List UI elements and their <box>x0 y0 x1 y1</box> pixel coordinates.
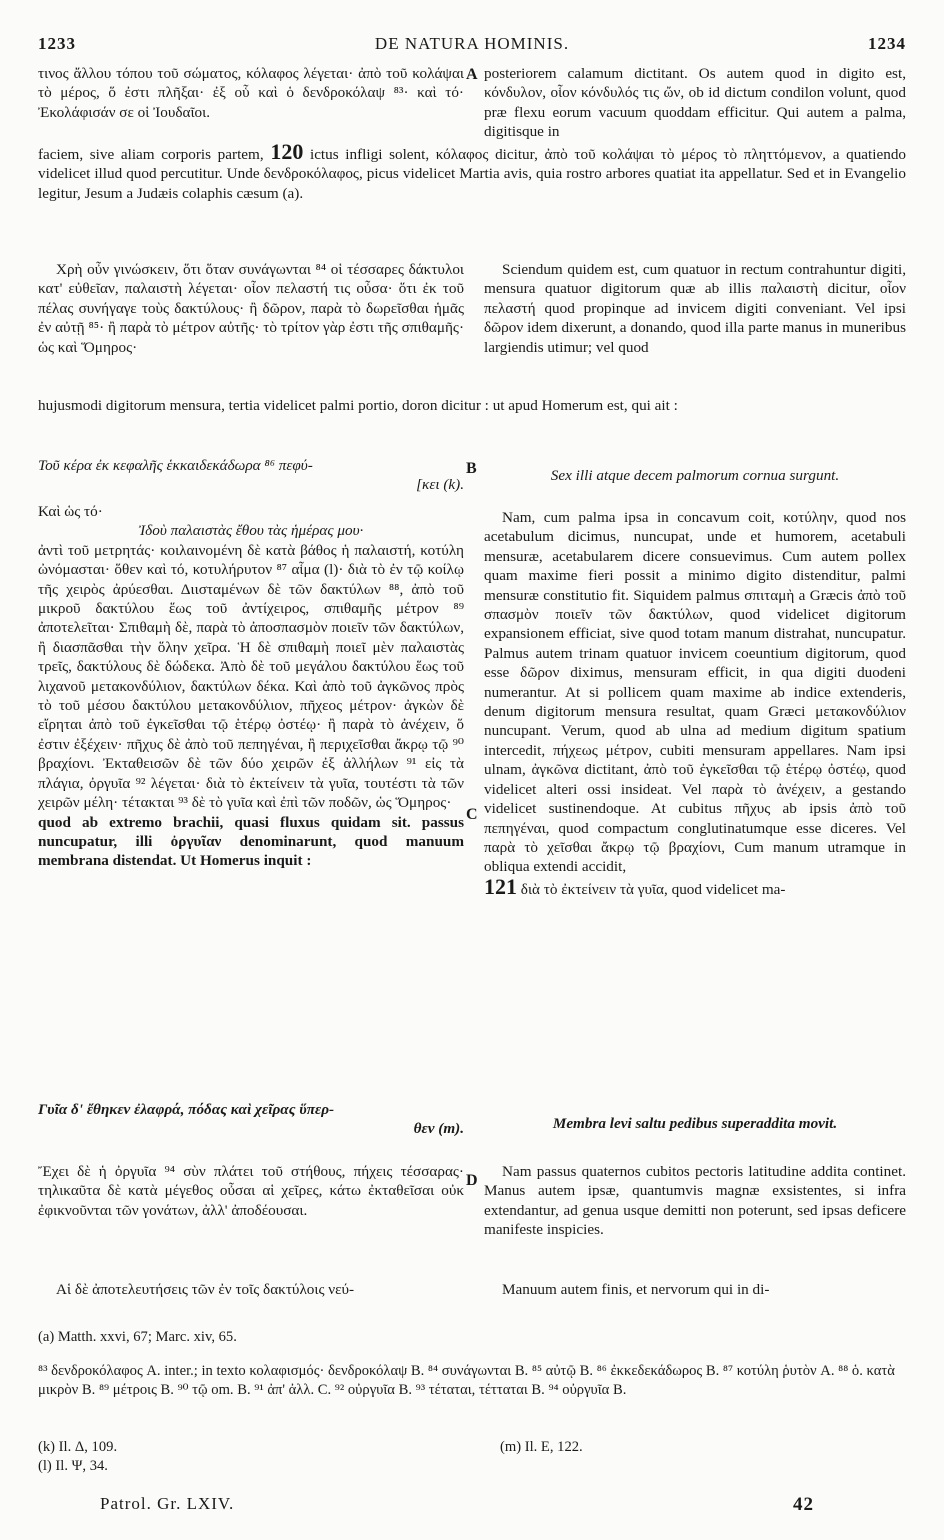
running-header <box>38 34 906 58</box>
psalm-quote: Ἰδοὺ παλαιστὰς ἔθου τὰς ἡμέρας μου· <box>138 522 364 540</box>
latin-text: ictus infligi solent, κόλαφος dicitur, ἀπὸ τοῦ κολάψαι τὸ μέρος τὸ πληττόμενον, a quatiendo videlicet illud quod percutitur. Unde δενδροκόλαφος, picus videlicet Martia avis, quia rostro arbores quatiat ita appellatur. Sed et in Evangelio legitur, Jesum a Judæis colaphis cæsum (a). <box>38 146 907 202</box>
latin-text: faciem, sive aliam corporis partem, <box>38 146 264 163</box>
greek-text: Χρὴ οὖν γινώσκειν, ὅτι ὅταν συνάγωνται ⁸⁴ οἱ τέσσαρες δάκτυλοι κατ' εὐθεῖαν, παλαιστὴ λέγεται· οἷον πελαστή τις οὖσα· ὅτι ἐκ τοῦ πέλας συνήγαγε τοὺς δακτύλους· ἢ δῶρον, παρὰ τὸ δωρεῖσθαι ἡμᾶς ἐν αὐτῇ ⁸⁵· ἢ παρὰ τὸ μέτρον αὐτῆς· τὸ τρίτον γὰρ ἐστι τῆς σπιθαμῆς· ὡς καὶ Ὅμηρος· <box>38 261 464 356</box>
footnote-text: (m) Il. E, 122. <box>500 1439 583 1455</box>
latin-column-p4 <box>484 1162 906 1240</box>
latin-column-p3 <box>484 508 906 899</box>
latin-text: posteriorem calamum dictitant. Os autem quod in digito est, κόνδυλον, οἷον κόνδυλός τις ὤν, ob id dictum condilon volunt, quod præ flexu eorum vacuum quoddam efficitur. Qui autem a palma, digitisque in <box>484 65 906 141</box>
full-width-paragraph-1 <box>38 139 907 203</box>
homer-quote-latin <box>484 466 906 485</box>
column-number-120: 120 <box>270 139 304 164</box>
greek-column-p1 <box>38 64 464 122</box>
greek-text: Αἱ δὲ ἀποτελευτήσεις τῶν ἐν τοῖς δακτύλοις νεύ- <box>56 1281 355 1298</box>
homer-quote-greek <box>38 456 464 495</box>
latin-column-p5 <box>484 1280 906 1299</box>
quote-line-continuation: [κει (k). <box>416 476 464 494</box>
margin-letter-b: B <box>466 460 477 477</box>
margin-letter-d: D <box>466 1172 478 1189</box>
latin-text: Nam, cum palma ipsa in concavum coit, κοτύλην, quod nos acetabulum dicimus, nuncupat, unde et humorem, acetabuli mensuræ, acetabularem dicere consuevimus. Cum autem pollex quam maxime fieri possit a minimo digito distenditur, palmi mensuræ constitutio fit. Siquidem palmus σπιταμὴ a Græcis ἀπὸ τοῦ σπασμὸν ποιεῖν τῶν δακτύλων, quod videlicet digitorum expansionem efficiat, sive quod totam manum distrahat, nuncupatur. Palmus autem trinam quatuor invicem coeuntium digitorum, quod esse δῶρον diximus, mensuram efficit, in qua digiti duodeni numerantur. At si pollicem quam maxime ab indice extenderis, denum digitorum mensura resultat, quam Græci μετακονδύλιον nuncupant. Verum, quod ab ulna ad medium digitum spatium intercedit, πήχεως μέτρον, cubiti mensuram appellares. Nam ipsi ulnam, ἀγκῶνα dictitant, ἀπὸ τοῦ ἐγκεῖσθαι τῷ ἑτέρῳ ὀστέῳ, quod videlicet alteri ossi insideat. Vel παρὰ τὸ ἀνέχειν, a gestando videlicet sustinendoque. At cubitus πῆχυς ab ipsis ἀπὸ τοῦ πεπηγέναι, quod compactum conglutinatumque esse diceres. Vel παρὰ τὸ χεῖσθαι ἄκρῳ τῷ βραχίονι, Cum manum utramque in obliqua extendi accidit, <box>484 509 906 876</box>
latin-column-p2 <box>484 260 906 357</box>
variant-readings <box>38 1362 906 1399</box>
homer-quote-2-latin <box>484 1114 906 1133</box>
greek-text: Ἔχει δὲ ἡ ὀργυῖα ⁹⁴ σὺν πλάτει τοῦ στήθους, πήχεις τέσσαρας· τηλικαῦτα δὲ κατὰ μέγεθος οὖσαι αἱ χεῖρες, κάτω ἐκταθεῖσαι οὐκ ἐφικνοῦνται τῶν γονάτων, ἀλλ' ἀποδέουσαι. <box>38 1163 464 1219</box>
footnote-k: (k) Il. Δ, 109. <box>38 1439 118 1455</box>
footnote-l: (l) Il. Ψ, 34. <box>38 1457 108 1474</box>
quote-line: Membra levi saltu pedibus superaddita movit. <box>552 1115 838 1132</box>
footnote-a <box>38 1328 906 1347</box>
greek-text: ἀντὶ τοῦ μετρητάς· κοιλαινομένη δὲ κατὰ βάθος ἡ παλαιστή, κοτύλη ὠνόμασται· ὅθεν καὶ τό, κοτυλήρυτον ⁸⁷ αἷμα (l)· διὰ τὸ ἐν τῷ κοίλῳ τῆς χειρὸς ἀρύεσθαι. Διισταμένων δὲ τῶν δακτύλων ⁸⁸, ἀπὸ τοῦ μικροῦ δακτύλου ἕως τοῦ ἀντίχειρος, σπιθαμῆς μέτρον ⁸⁹ ἀποτελεῖται· Σπιθαμὴ δὲ, παρὰ τὸ ἀποσπασμὸν ποιεῖν τῶν δακτύλων, ἢ διασπᾶσθαι τὴν ὅλην χεῖρα. Ἡ δὲ σπιθαμὴ ποιεῖ μὲν παλαιστὰς τρεῖς, δακτύλους δὲ δώδεκα. Ἀπὸ δὲ τοῦ μεγάλου δακτύλου ἕως τοῦ λιχανοῦ μετακονδύλιον, δακτύλων δέκα. Καὶ ἀπὸ τοῦ ἀγκῶνος πρὸς τὸ τοῦ μέσου δακτύλου μετακονδύλιον, πῆχεος μέτρον· ἀγκὼν δὲ εἴρηται ἀπὸ τοῦ ἐγκεῖσθαι τῷ ἑτέρῳ ὀστέῳ· ἢ παρὰ τὸ ἀνέχειν, ὅ ἐστιν ἐξέχειν· πῆχυς δὲ ἀπὸ τοῦ πεπηγέναι, ἢ περιχεῖσθαι ἄκρῳ τῷ ⁹⁰ βραχίονι. Ἐκταθεισῶν δὲ τῶν δύο χειρῶν ἐξ ἀλλήλων ⁹¹ εἰς τὰ πλάγια, ὀργυῖα ⁹² λέγεται· διὰ τὸ ἐκτείνειν τὰ γυῖα, τουτέστι τὰ τῶν χειρῶν μέλη· τέτακται ⁹³ δὲ τὸ γυῖα καὶ ἐπὶ τῶν ποδῶν, ὡς Ὅμηρος· <box>38 541 464 812</box>
margin-letter-a: A <box>466 66 478 83</box>
running-title: DE NATURA HOMINIS. <box>374 34 570 53</box>
latin-text: quod ab extremo brachii, quasi fluxus quidam sit. passus nuncupatur, illi ὀργυῖαν denominarunt, quod manuum membrana distendat. Ut Homerus inquit : <box>38 813 464 870</box>
footnote-m <box>500 1438 900 1457</box>
greek-column-p2 <box>38 260 464 357</box>
page-footer <box>100 1494 814 1520</box>
signature-number: 42 <box>793 1494 814 1515</box>
page-number-left: 1233 <box>38 34 76 53</box>
footnotes-k-l <box>38 1438 438 1475</box>
latin-text: Manuum autem finis, et nervorum qui in di- <box>502 1281 770 1298</box>
quote-line: Γυῖα δ' ἔθηκεν ἐλαφρά, πόδας καὶ χεῖρας ὕπερ- <box>38 1101 335 1118</box>
volume-label: Patrol. Gr. LXIV. <box>100 1494 235 1513</box>
column-number-121: 121 <box>484 873 517 899</box>
greek-column-p5 <box>38 1280 464 1299</box>
page-number-right: 1234 <box>868 34 906 53</box>
latin-text: διὰ τὸ ἐκτείνειν τὰ γυῖα, quod videlicet ma- <box>520 880 786 898</box>
margin-letter-c: C <box>466 806 478 823</box>
latin-text: hujusmodi digitorum mensura, tertia videlicet palmi portio, doron dicitur : ut apud Homerum est, qui ait : <box>38 397 678 414</box>
homer-quote-2-greek <box>38 1100 464 1139</box>
footnote-text: ⁸³ δενδροκόλαφος A. inter.; in texto κολαφισμός· δενδροκόλαψ B. ⁸⁴ συνάγωνται B. ⁸⁵ αὐτῷ B. ⁸⁶ ἐκκεδεκάδωρος B. ⁸⁷ κοτύλη ῥυτὸν A. ⁸⁸ ὁ. κατὰ μικρὸν B. ⁸⁹ μέτροις B. ⁹⁰ τῷ om. B. ⁹¹ ἀπ' ἀλλ. C. ⁹² οὐργυῖα B. ⁹³ τέταται, τέτταται B. ⁹⁴ οὐργυῖα B. <box>38 1363 895 1398</box>
latin-text: Nam passus quaternos cubitos pectoris latitudine addita continet. Manus autem ipsæ, quantumvis magnæ exsistentes, si infra extendantur, ad genua usque demitti non poterunt, sed ipsas deficere manifeste inspicies. <box>484 1163 906 1239</box>
greek-column-p3 <box>38 502 464 871</box>
latin-text: Sciendum quidem est, cum quatuor in rectum contrahuntur digiti, mensura quatuor digitorum quæ ab illis παλαιστὴ dicitur, οἷον πελαστή quod propinque ad invicem digiti conveniant. Vel ipsi δῶρον idem dixerunt, a donando, quod illa parte manus in muneribus largiendis utimur; vel quod <box>484 261 906 356</box>
greek-text: Καὶ ὡς τό· <box>38 503 103 520</box>
greek-column-p4 <box>38 1162 464 1220</box>
quote-line-continuation: θεν (m). <box>413 1120 464 1138</box>
greek-text: τινος ἄλλου τόπου τοῦ σώματος, κόλαφος λέγεται· ἀπὸ τοῦ κολάψαι τὸ μέρος, ὅ ἐστι πλῆξαι· ἐξ οὗ καὶ ὁ δενδροκόλαψ ⁸³· καὶ τό· Ἐκολάφισάν σε οἱ Ἰουδαῖοι. <box>38 65 464 121</box>
footnote-text: (a) Matth. xxvi, 67; Marc. xiv, 65. <box>38 1329 237 1345</box>
latin-column-p1 <box>484 64 906 142</box>
quote-line: Τοῦ κέρα ἐκ κεφαλῆς ἑκκαιδεκάδωρα ⁸⁶ πεφύ- <box>38 457 313 474</box>
quote-line: Sex illi atque decem palmorum cornua surgunt. <box>550 467 840 484</box>
full-width-paragraph-2 <box>38 396 906 415</box>
